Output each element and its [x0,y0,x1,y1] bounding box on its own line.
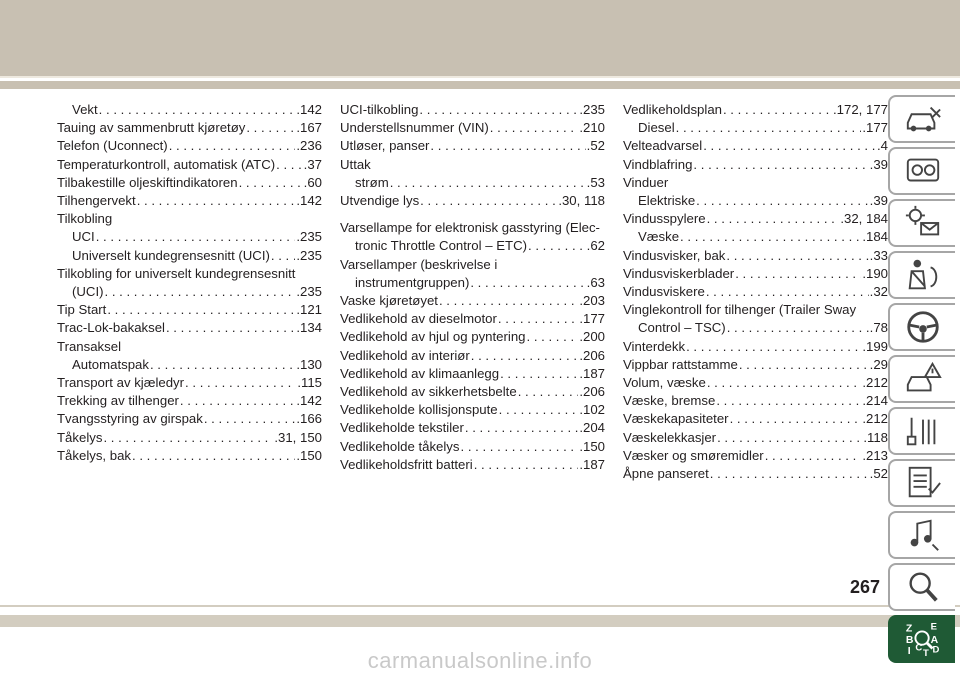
index-entry-label: instrumentgruppen) [355,274,470,290]
dot-leader [717,429,862,447]
dot-leader [99,101,296,119]
tab-in-case-of-emergency[interactable] [888,355,955,403]
index-entry-page: .31, 150 [274,429,322,445]
index-entry[interactable] [340,274,605,292]
index-entry-page: .206 [579,384,605,400]
index-entry-page: .212 [862,411,888,427]
index-entry-page: .63 [586,274,605,290]
index-entry-page: .29 [869,356,888,372]
index-entry-page: .213 [862,447,888,463]
dot-leader [461,438,579,456]
index-entry[interactable] [340,383,605,401]
index-entry-page: .118 [863,429,888,445]
index-entry-label: Tip Start [57,302,107,318]
top-decorative-band [0,0,960,76]
index-letter: Z [905,623,912,635]
index-entry-label: Universelt kundegrensesnitt (UCI) [72,247,270,263]
dot-leader [696,192,868,210]
checklist-icon [904,464,942,502]
index-entry-label: Tilhengervekt [57,193,136,209]
index-entry-label: Temperaturkontroll, automatisk (ATC) [57,156,276,172]
index-entry-label: Vindusviskerblader [623,265,735,281]
index-entry-page: .150 [579,438,605,454]
index-entry[interactable] [340,119,605,137]
index-entry[interactable] [623,210,888,228]
dot-leader [706,283,869,301]
index-entry[interactable] [57,392,322,410]
index-entry[interactable] [623,156,888,174]
tab-technical-specifications[interactable] [888,459,955,507]
section-gap [340,210,605,219]
dot-leader [107,301,295,319]
dot-leader [105,283,296,301]
index-entry-label: Tvangsstyring av girspak [57,411,203,427]
index-entry[interactable] [623,192,888,210]
index-entry[interactable] [57,319,322,337]
top-band-thin-stripe [0,81,960,89]
index-entry[interactable] [57,101,322,119]
index-entry-label: tronic Throttle Control – ETC) [355,238,527,254]
car-warning-icon [904,360,942,398]
dot-leader [150,356,295,374]
index-entry[interactable] [623,392,888,410]
index-entry-label: Trac-Lok-bakaksel [57,320,165,336]
dot-leader [765,447,862,465]
index-heading: Varsellampe for elektronisk gasstyring (Elec- [340,220,600,236]
index-entry-page: .121 [296,302,322,318]
index-letter: D [932,644,939,656]
index-entry-label: Vedlikeholde tåkelys [340,438,460,454]
dot-leader [707,374,862,392]
index-entry-label: Vindusvisker, bak [623,247,726,263]
tab-customer-assistance[interactable] [888,563,955,611]
index-entry-label: Væskelekkasjer [623,429,717,445]
magnifier-icon [904,568,942,606]
index-entry[interactable] [623,319,888,337]
tab-instrument-panel[interactable] [888,147,955,195]
index-entry-label: Vindusviskere [623,284,705,300]
index-entry-page: .190 [862,265,888,281]
index-entry-label: Tilbakestille oljeskiftindikatoren [57,174,238,190]
dot-leader [726,247,868,265]
index-entry[interactable] [623,447,888,465]
index-entry-page: .212 [862,375,888,391]
index-entry[interactable] [57,447,322,465]
index-entry[interactable] [623,265,888,283]
index-entry[interactable] [57,429,322,447]
index-entry-label: (UCI) [72,284,104,300]
index-letter: I [907,646,911,658]
index-entry-label: Væsker og smøremidler [623,447,764,463]
index-entry-page: .210 [579,120,605,136]
dot-leader [420,192,557,210]
index-entry-page: .235 [296,229,322,245]
index-entry-label: Vekt [72,102,98,117]
tab-servicing-maintenance[interactable] [888,407,955,455]
index-entry-page: .235 [579,102,605,117]
index-entry[interactable] [623,283,888,301]
index-entry[interactable] [340,347,605,365]
dot-leader [430,137,585,155]
dot-leader [103,429,273,447]
dot-leader [527,328,579,346]
index-entry-label: Control – TSC) [638,320,726,336]
index-entry-page: .102 [579,402,605,418]
car-tools-icon [904,100,942,138]
service-tools-icon [904,412,942,450]
index-entry-page: .235 [296,284,322,300]
index-entry-label: Transport av kjæledyr [57,375,185,391]
dot-leader [723,101,832,119]
index-entry-page: .177 [579,311,605,327]
index-entry[interactable] [623,465,888,483]
steering-wheel-icon [904,308,942,346]
dot-leader [735,265,861,283]
dot-leader [518,383,579,401]
index-entry[interactable] [57,174,322,192]
index-entry-page: .236 [296,138,322,154]
index-entry[interactable] [623,410,888,428]
tab-getting-to-know-vehicle[interactable] [888,95,955,143]
tab-multimedia[interactable] [888,511,955,559]
index-entry-page: .39 [869,156,888,172]
index-entry-label: Vedlikehold av interiør [340,347,470,363]
index-entry-label: Utløser, panser [340,138,430,154]
index-entry[interactable] [623,228,888,246]
dot-leader [471,347,579,365]
index-entry-page: .204 [579,420,605,436]
index-entry-label: Vindusspylere [623,211,706,227]
dot-leader [390,174,586,192]
index-entry-label: Væske, bremse [623,393,716,409]
index-heading: Tilkobling [57,211,113,227]
index-entry-page: .4 [877,138,888,154]
dot-leader [419,101,578,119]
index-entry-page: .134 [296,320,322,336]
tab-warning-lights[interactable] [888,199,955,247]
index-entry-label: UCI [72,229,95,245]
index-letter: A [930,634,938,646]
index-entry-label: Telefon (Uconnect) [57,138,168,154]
index-heading: Vinglekontroll for tilhenger (Trailer Sway [623,302,857,318]
dot-leader [439,292,578,310]
index-entry-label: UCI-tilkobling [340,102,419,117]
dot-leader [166,319,295,337]
dot-leader [499,401,579,419]
index-entry-page: .33 [869,247,888,263]
dot-leader [676,119,862,137]
index-entry-page: .166 [296,411,322,427]
index-entry-label: Vedlikehold av dieselmotor [340,311,497,327]
dot-leader [470,274,585,292]
dot-leader [490,119,579,137]
dot-leader [180,392,295,410]
dot-leader [739,356,869,374]
index-entry[interactable] [340,192,605,210]
index-entry-page: .172, 177 [833,102,888,117]
dot-leader [703,137,876,155]
index-entry-page: .142 [296,193,322,209]
index-entry-page: .199 [862,338,888,354]
index-heading: Transaksel [57,338,122,354]
index-heading: Tilkobling for universelt kundegrensesnitt [57,265,296,281]
index-entry[interactable] [340,137,605,155]
index-entry-label: Volum, væske [623,375,706,391]
bottom-band-line [0,605,960,607]
index-entry-label: Åpne panseret [623,466,709,482]
dot-leader [528,237,586,255]
index-entry-page: .177 [862,120,888,136]
index-entry-page: .62 [586,238,605,254]
index-letter: B [905,634,913,646]
index-entry-label: Vinterdekk [623,338,686,354]
index-heading: Varsellamper (beskrivelse i [340,256,498,272]
index-entry-page: .39 [869,193,888,209]
index-column-1 [57,101,322,465]
index-entry-label: Væskekapasiteter [623,411,729,427]
index-entry-label: Utvendige lys [340,193,420,209]
dot-leader [680,228,861,246]
bottom-decorative-band [0,615,960,627]
dashboard-display-icon [904,152,942,190]
index-entry-label: Vaske kjøretøyet [340,293,438,309]
index-entry-page: .206 [579,347,605,363]
index-entry-page: .30, 118 [558,193,605,209]
watermark: carmanualsonline.info [367,648,593,673]
dot-leader [498,310,578,328]
dot-leader [465,419,578,437]
index-entry-label: Vedlikehold av hjul og pyntering [340,329,526,345]
index-entry-page: .130 [296,356,322,372]
index-entry-page: .32, 184 [840,211,888,227]
index-entry[interactable] [57,247,322,265]
index-entry-label: Tauing av sammenbrutt kjøretøy [57,120,246,136]
index-entry-label: Vedlikehold av klimaanlegg [340,365,500,381]
index-entry[interactable] [340,419,605,437]
top-band-gap [0,76,960,78]
index-entry[interactable] [340,174,605,192]
index-entry[interactable] [340,365,605,383]
index-entry[interactable] [57,374,322,392]
index-entry[interactable] [623,374,888,392]
index-entry-label: Velteadvarsel [623,138,703,154]
index-heading: Vinduer [623,174,669,190]
index-entry[interactable] [57,119,322,137]
index-entry[interactable] [57,156,322,174]
index-entry-label: Vedlikeholdsfritt batteri [340,456,473,472]
index-letter: E [930,621,937,633]
dot-leader [137,192,296,210]
index-entry[interactable] [340,401,605,419]
tab-safety[interactable] [888,251,955,299]
index-entry-label: strøm [355,174,389,190]
dot-leader [716,392,861,410]
index-entry[interactable] [623,338,888,356]
index-entry-page: .200 [579,329,605,345]
page-number: 267 [850,577,881,597]
index-entry[interactable] [57,283,322,301]
index-entry[interactable] [623,356,888,374]
index-entry[interactable] [340,328,605,346]
index-entry[interactable] [340,292,605,310]
index-entry-page: .52 [586,138,605,154]
index-entry-page: .60 [303,174,322,190]
warning-lights-icon [904,204,942,242]
index-entry[interactable] [57,410,322,428]
index-entry-label: Elektriske [638,193,696,209]
index-column-2 [340,101,605,474]
dot-leader [185,374,296,392]
dot-leader [239,174,303,192]
dot-leader [707,210,840,228]
index-letter: T [922,648,929,658]
index-column-3 [623,101,888,483]
index-entry[interactable] [623,119,888,137]
index-letter: C [914,642,922,654]
dot-leader [204,410,295,428]
seatbelt-child-icon [904,256,942,294]
index-entry[interactable] [340,310,605,328]
index-entry-label: Vedlikehold av sikkerhetsbelte [340,384,517,400]
index-entry-page: .184 [862,229,888,245]
dot-leader [132,447,295,465]
index-entry-label: Automatspak [72,356,149,372]
index-entry-label: Vedlikeholde tekstiler [340,420,464,436]
index-entry[interactable] [57,301,322,319]
index-entry[interactable] [57,228,322,246]
index-entry-page: .142 [296,102,322,117]
index-entry[interactable] [340,101,605,119]
index-entry-label: Diesel [638,120,675,136]
dot-leader [500,365,578,383]
dot-leader [730,410,862,428]
index-entry[interactable] [340,456,605,474]
index-entry-page: .214 [862,393,888,409]
dot-leader [710,465,869,483]
index-entry-page: .187 [579,456,605,472]
index-entry-label: Tåkelys, bak [57,447,132,463]
index-entry[interactable] [623,429,888,447]
dot-leader [474,456,579,474]
dot-leader [276,156,303,174]
chapter-tabs [888,95,960,667]
dot-leader [727,319,869,337]
index-entry-page: .37 [303,156,322,172]
index-entry-label: Vindblafring [623,156,693,172]
index-entry[interactable] [57,192,322,210]
index-entry-page: .78 [869,320,888,336]
dot-leader [271,247,295,265]
dot-leader [246,119,295,137]
index-entry-label: Vippbar rattstamme [623,356,738,372]
index-entry[interactable] [57,356,322,374]
dot-leader [96,228,296,246]
index-entry-label: Vedlikeholdsplan [623,102,722,117]
index-entry-page: .235 [296,247,322,263]
index-entry[interactable] [340,237,605,255]
index-entry-label: Væske [638,229,680,245]
index-entry[interactable] [623,137,888,155]
index-entry[interactable] [623,247,888,265]
index-entry-label: Understellsnummer (VIN) [340,120,489,136]
index-entry-label: Trekking av tilhenger [57,393,179,409]
dot-leader [169,137,296,155]
index-entry-page: .203 [579,293,605,309]
index-entry-page: .142 [296,393,322,409]
dot-leader [686,338,861,356]
index-entry-page: .150 [296,447,322,463]
index-entry-page: .53 [586,174,605,190]
index-entry-page: .52 [869,466,888,482]
index-entry-page: .115 [297,375,322,391]
index-entry[interactable] [340,438,605,456]
index-entry-page: .167 [296,120,322,136]
index-heading: Uttak [340,156,371,172]
index-entry-page: .32 [869,284,888,300]
index-entry-label: Vedlikeholde kollisjonspute [340,402,498,418]
tab-starting-operating[interactable] [888,303,955,351]
index-entry[interactable] [623,101,888,119]
index-entry-page: .187 [579,365,605,381]
index-entry-label: Tåkelys [57,429,103,445]
dot-leader [693,156,868,174]
music-navigation-icon [904,516,942,554]
index-entry[interactable] [57,137,322,155]
